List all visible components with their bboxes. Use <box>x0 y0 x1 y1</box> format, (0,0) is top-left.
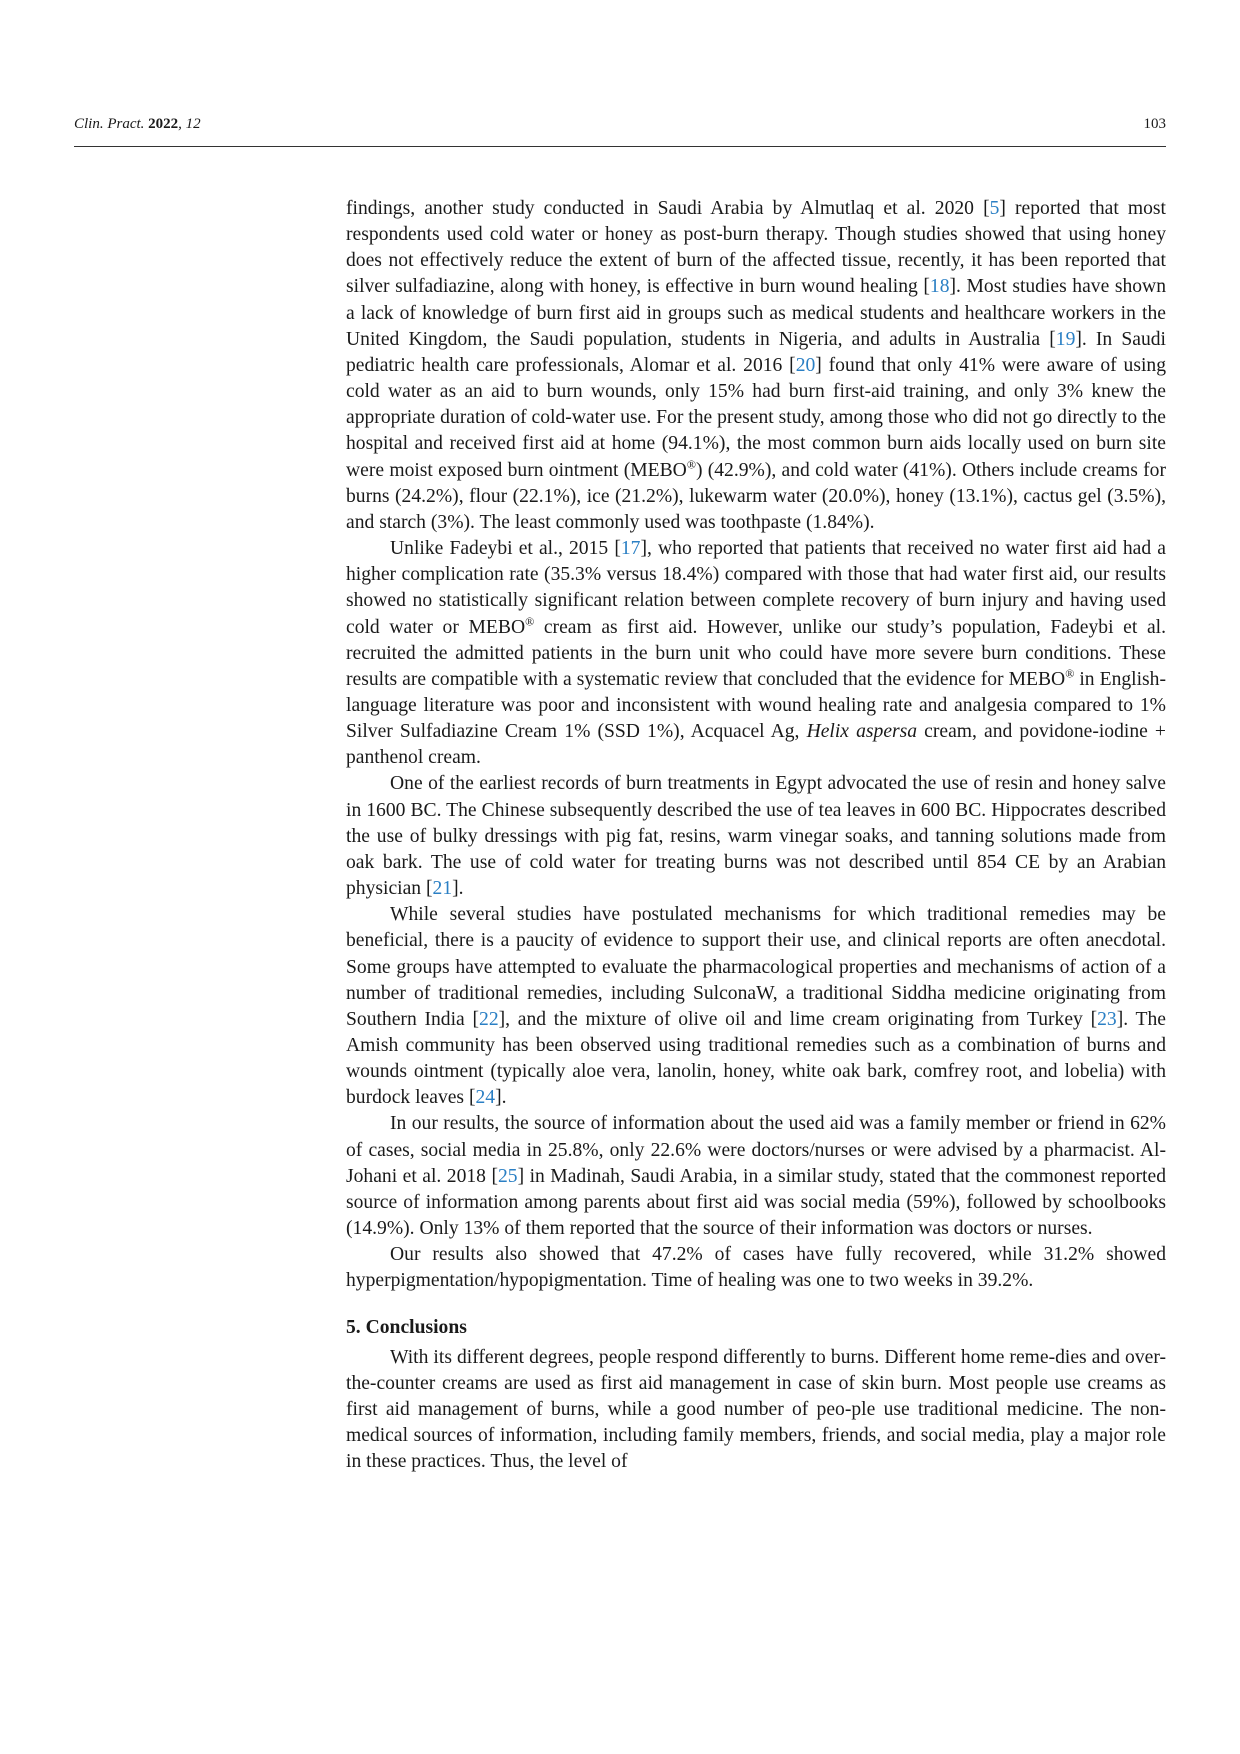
citation-link[interactable]: 24 <box>475 1087 496 1109</box>
paragraph-1: findings, another study conducted in Saudi Arabia by Almutlaq et al. 2020 [5] reported that most respondents used cold water or honey as post-burn therapy. Though studies showed that using honey does not effectively reduce the extent of burn of the affected tissue, recently, it has been reported that silver sulfadiazine, along with honey, is effective in burn wound healing [18]. Most studies have shown a lack of knowledge of burn first aid in groups such as medical students and healthcare workers in the United Kingdom, the Saudi population, students in Nigeria, and adults in Australia [19]. In Saudi pediatric health care professionals, Alomar et al. 2016 [20] found that only 41% were aware of using cold water as an aid to burn wounds, only 15% had burn first-aid training, and only 3% knew the appropriate duration of cold-water use. For the present study, among those who did not go directly to the hospital and received first aid at home (94.1%), the most common burn aids locally used on burn site were moist exposed burn ointment (MEBO®) (42.9%), and cold water (41%). Others include creams for burns (24.2%), flour (22.1%), ice (21.2%), lukewarm water (20.0%), honey (13.1%), cactus gel (3.5%), and starch (3%). The least commonly used was toothpaste (1.84%). <box>346 198 1166 533</box>
species-name: Helix aspersa <box>806 721 918 743</box>
paragraph-6: Our results also showed that 47.2% of cases have fully recovered, while 31.2% showed hyperpigmentation/hypopigmentation. Time of healing was one to two weeks in 39.2%. <box>346 1244 1166 1292</box>
citation-link[interactable]: 18 <box>929 276 950 298</box>
citation-link[interactable]: 22 <box>479 1008 499 1030</box>
paragraph-3: One of the earliest records of burn treatments in Egypt advocated the use of resin and honey salve in 1600 BC. The Chinese subsequently described the use of tea leaves in 600 BC. Hippocrates described the use of bulky dressings with pig fat, resins, warm vinegar soaks, and tanning solutions made from oak bark. The use of cold water for treating burns was not described until 854 CE by an Arabian physician [21]. <box>346 773 1166 900</box>
citation-link[interactable]: 5 <box>989 198 1000 219</box>
main-text <box>346 196 1166 1475</box>
registered-mark: ® <box>525 613 535 628</box>
section-heading-conclusions: 5. Conclusions <box>346 1316 467 1338</box>
paragraph-7: With its different degrees, people respond differently to burns. Different home reme-dies and over-the-counter creams are used as first aid management in case of skin burn. Most people use creams as first aid management of burns, while a good number of peo-ple use traditional medicine. The non-medical sources of information, including family members, friends, and social media, play a major role in these practices. Thus, the level of <box>346 1346 1166 1473</box>
page-number: 103 <box>1143 116 1166 132</box>
citation-link[interactable]: 20 <box>795 354 816 376</box>
paragraph-5: In our results, the source of information about the used aid was a family member or friend in 62% of cases, social media in 25.8%, only 22.6% were doctors/nurses or were advised by a pharmacist. Al-Johani et al. 2018 [25] in Madinah, Saudi Arabia, in a similar study, stated that the commonest reported source of information among parents about first aid was social media (59%), followed by schoolbooks (14.9%). Only 13% of them reported that the source of their information was doctors or nurses. <box>346 1113 1166 1240</box>
citation-link[interactable]: 21 <box>432 878 453 900</box>
citation-link[interactable]: 17 <box>620 538 641 560</box>
citation-link[interactable]: 19 <box>1055 328 1076 350</box>
registered-mark: ® <box>1065 666 1075 681</box>
journal-volume: 12 <box>185 116 201 132</box>
journal-name: Clin. Pract. <box>74 116 145 132</box>
journal-citation: Clin. Pract. 2022, 12 <box>74 116 201 132</box>
paragraph-4: While several studies have postulated mechanisms for which traditional remedies may be beneficial, there is a paucity of evidence to support their use, and clinical reports are often anecdotal. Some groups have attempted to evaluate the pharmacological properties and mechanisms of action of a number of traditional remedies, including SulconaW, a traditional Siddha medicine originating from Southern India [22], and the mixture of olive oil and lime cream originating from Turkey [23]. The Amish community has been observed using traditional remedies such as a combination of burns and wounds ointment (typically aloe vera, lanolin, honey, white oak bark, comfrey root, and lobelia) with burdock leaves [24]. <box>346 904 1166 1109</box>
journal-year: 2022 <box>148 116 179 132</box>
header-rule <box>74 146 1166 147</box>
running-header <box>74 116 1166 138</box>
citation-link[interactable]: 23 <box>1097 1008 1117 1030</box>
citation-link[interactable]: 25 <box>497 1165 518 1187</box>
paragraph-2: Unlike Fadeybi et al., 2015 [17], who reported that patients that received no water first aid had a higher complication rate (35.3% versus 18.4%) compared with those that had water first aid, our results showed no statistically significant relation between complete recovery of burn injury and having used cold water or MEBO® cream as first aid. However, unlike our study’s population, Fadeybi et al. recruited the admitted patients in the burn unit who could have more severe burn conditions. These results are compatible with a systematic review that concluded that the evidence for MEBO® in English-language literature was poor and inconsistent with wound healing rate and analgesia compared to 1% Silver Sulfadiazine Cream 1% (SSD 1%), Acquacel Ag, Helix aspersa cream, and povidone-iodine + panthenol cream. <box>346 538 1167 769</box>
registered-mark: ® <box>686 457 696 472</box>
